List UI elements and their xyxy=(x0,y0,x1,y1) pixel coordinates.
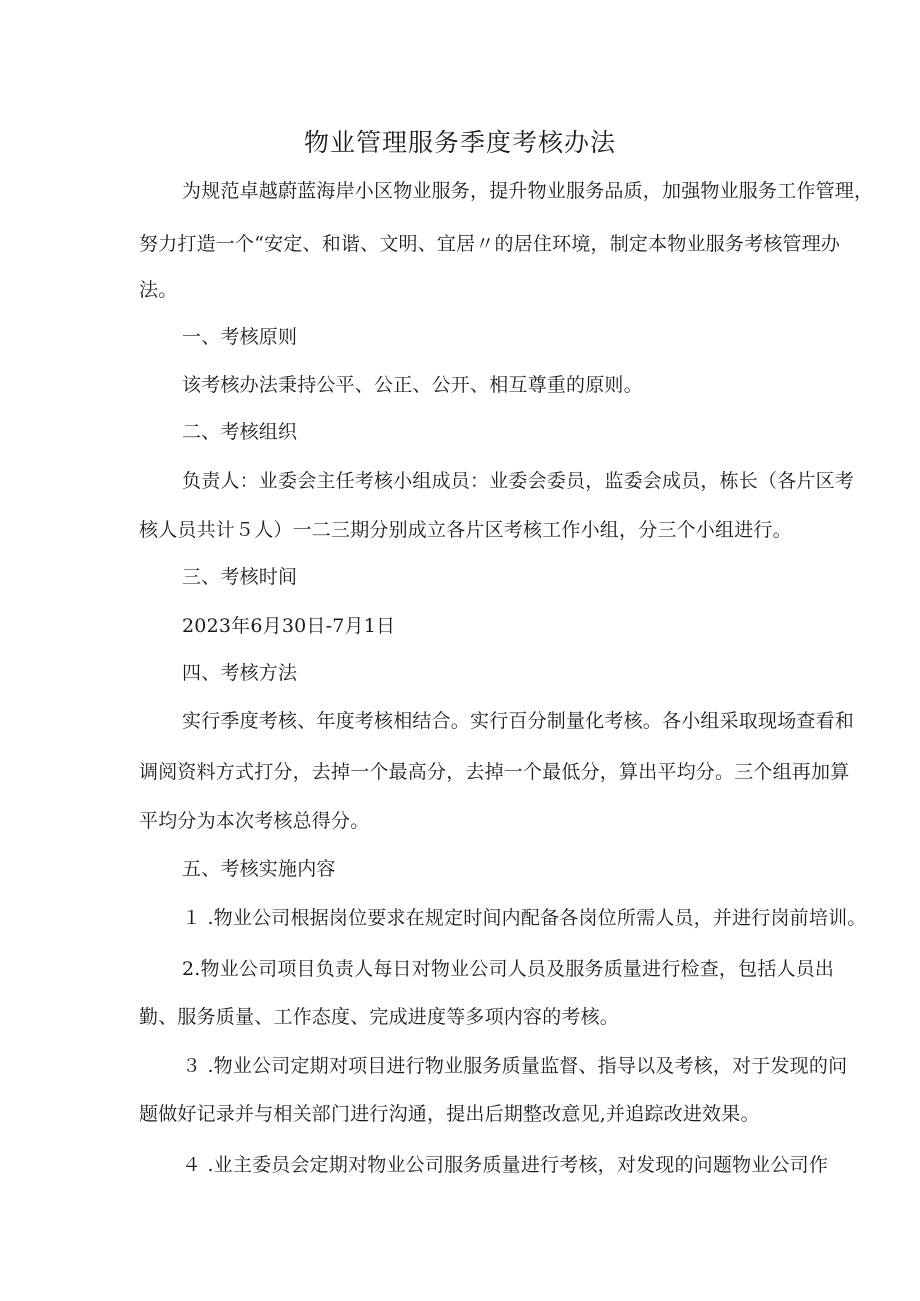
section-2-body-line-1: 负责人：业委会主任考核小组成员：业委会委员，监委会成员，栋长（各片区考 xyxy=(182,470,855,492)
intro-line-1: 为规范卓越蔚蓝海岸小区物业服务，提升物业服务品质，加强物业服务工作管理， xyxy=(182,180,874,202)
section-4-body-line-2: 调阅资料方式打分，去掉一个最高分，去掉一个最低分，算出平均分。三个组再加算 xyxy=(139,761,850,783)
section-5-item-3-line-1: ３ .物业公司定期对项目进行物业服务质量监督、指导以及考核，对于发现的问 xyxy=(182,1055,848,1077)
section-5-item-4-line-1: ４ .业主委员会定期对物业公司服务质量进行考核，对发现的问题物业公司作 xyxy=(182,1154,829,1176)
section-5-item-1: １ .物业公司根据岗位要求在规定时间内配备各岗位所需人员，并进行岗前培训。 xyxy=(182,907,867,929)
section-5-heading: 五、考核实施内容 xyxy=(182,858,336,880)
section-2-body-line-2: 核人员共计５人）一二三期分别成立各片区考核工作小组，分三个小组进行。 xyxy=(139,519,792,541)
section-5-item-3-line-2: 题做好记录并与相关部门进行沟通，提出后期整改意见,并追踪改进效果。 xyxy=(139,1103,760,1125)
section-4-body-line-1: 实行季度考核、年度考核相结合。实行百分制量化考核。各小组采取现场查看和 xyxy=(182,710,855,732)
section-4-heading: 四、考核方法 xyxy=(182,662,298,684)
section-3-heading: 三、考核时间 xyxy=(182,566,298,588)
document-title: 物业管理服务季度考核办法 xyxy=(303,128,616,157)
section-2-heading: 二、考核组织 xyxy=(182,421,298,443)
intro-line-3: 法。 xyxy=(139,279,178,301)
section-1-body: 该考核办法秉持公平、公正、公开、相互尊重的原则。 xyxy=(182,374,643,396)
section-1-heading: 一、考核原则 xyxy=(182,326,298,348)
section-4-body-line-3: 平均分为本次考核总得分。 xyxy=(139,810,370,832)
section-3-body: 2023年6月30日-7月1日 xyxy=(182,615,396,637)
section-5-item-2-line-1: 2.物业公司项目负责人每日对物业公司人员及服务质量进行检查，包括人员出 xyxy=(182,958,835,980)
intro-line-2: 努力打造一个“安定、和谐、文明、宜居〃的居住环境，制定本物业服务考核管理办 xyxy=(139,233,841,255)
section-5-item-2-line-2: 勤、服务质量、工作态度、完成进度等多项内容的考核。 xyxy=(139,1006,620,1028)
